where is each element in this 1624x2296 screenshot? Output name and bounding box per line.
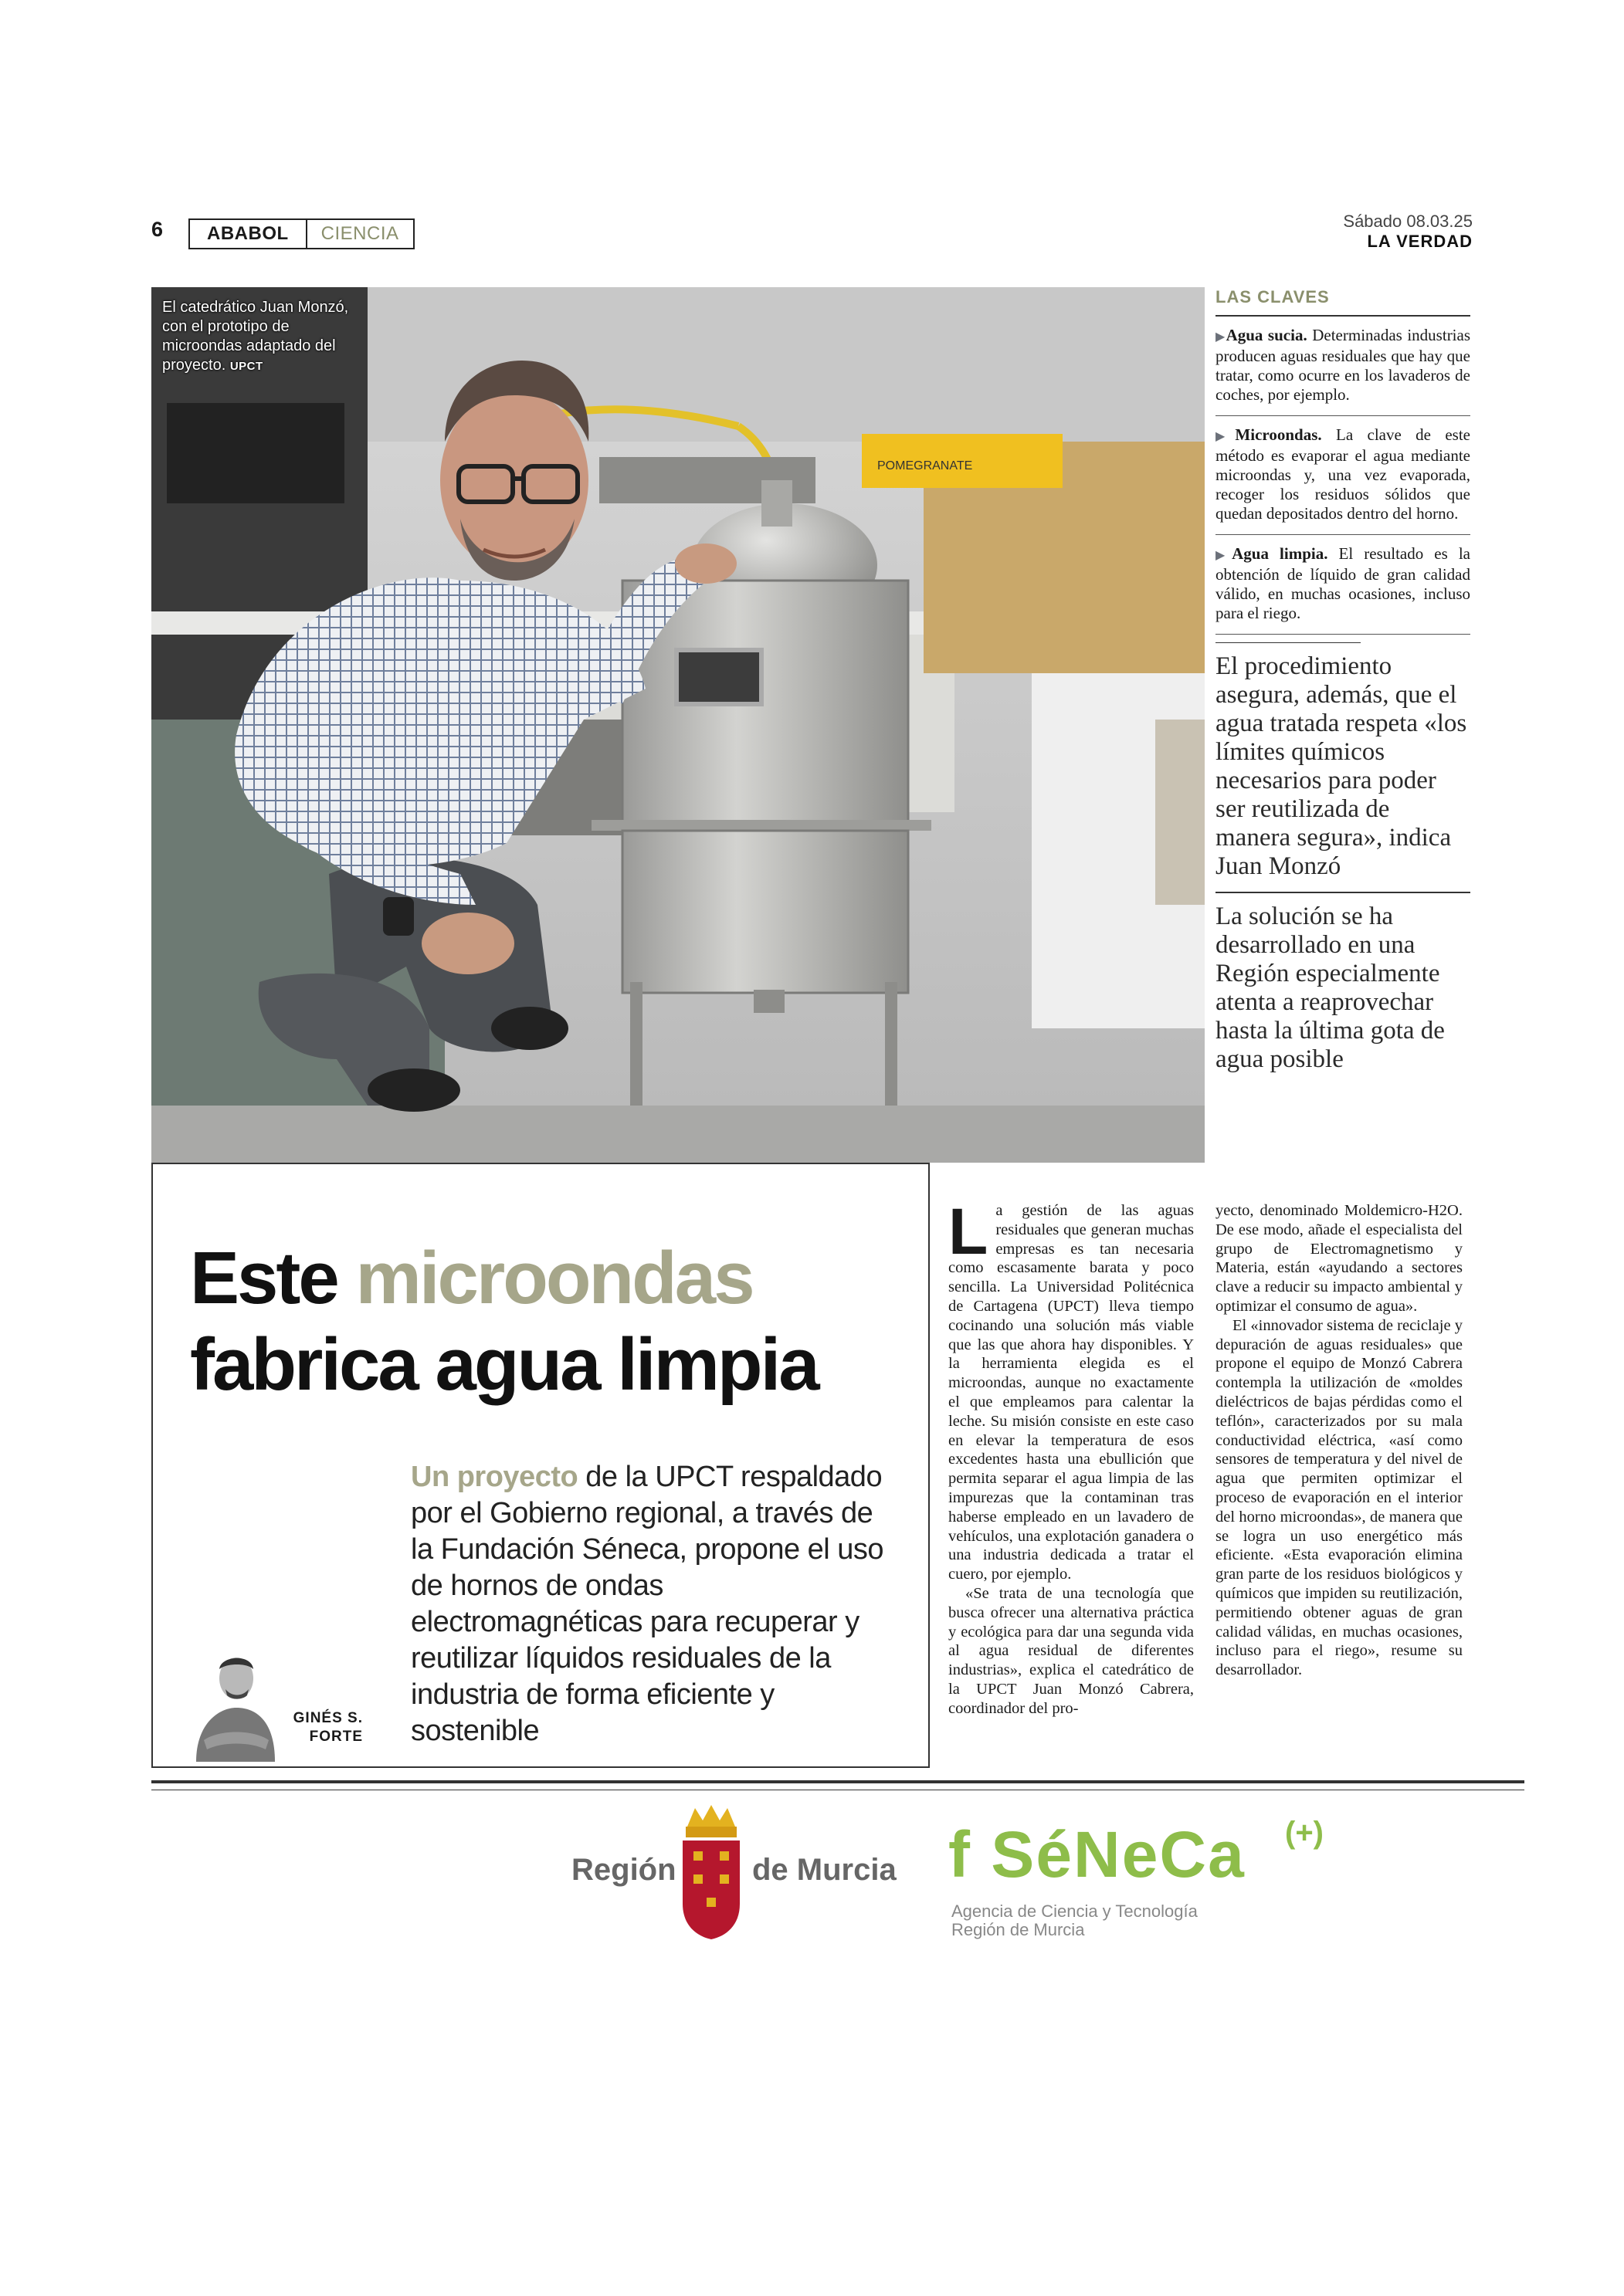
subheadline: [411, 1459, 890, 1749]
clave-item: [1215, 535, 1470, 635]
seneca-tagline-line-2: Región de Murcia: [951, 1920, 1085, 1939]
headline-pre: Este: [190, 1237, 337, 1319]
photo-caption: [162, 298, 371, 376]
date-line: [1343, 212, 1473, 252]
seneca-logo: f SéNeCa: [948, 1818, 1246, 1891]
triangle-bullet-icon: ▶: [1215, 549, 1232, 562]
body-paragraph: a gestión de las aguas residuales que generan muchas empresas es tan necesaria como escasamente barata y poco sencilla. La Universidad Politécnica de Cartagena (UPCT) lleva tiempo cocinando una solución más viable que las que ahora hay disponibles. Y la herramienta elegida es el microondas, aunque no exactamente el que empleamos para calentar la leche. Su misión consiste en este caso en elevar la temperatura de esos excedentes hasta una ebullición que permita separar el agua limpia de las impurezas que la contaminan tras haberse empleado en un lavadero de vehículos, una explotación ganadera o una industria dedicada a tratar el cuero, por ejemplo.: [948, 1202, 1194, 1583]
body-column-2: [1215, 1201, 1463, 1680]
seneca-tagline-line-1: Agencia de Ciencia y Tecnología: [951, 1901, 1198, 1921]
footer-rule: [151, 1780, 1524, 1783]
claves-title: LAS CLAVES: [1215, 287, 1470, 317]
subhead-lead: Un proyecto: [411, 1461, 578, 1493]
triangle-bullet-icon: ▶: [1215, 330, 1226, 344]
author-byline: GINÉS S. FORTE: [293, 1710, 363, 1745]
region-logo-text-left: Región: [571, 1853, 676, 1887]
drop-cap: L: [948, 1195, 988, 1268]
clave-term: Agua limpia.: [1232, 544, 1328, 563]
clave-term: Agua sucia.: [1226, 326, 1307, 344]
caption-text: El catedrático Juan Monzó, con el prototipo de microondas adaptado del proyecto.: [162, 299, 349, 374]
pull-quote-1: El procedimiento asegura, además, que el agua tratada respeta «los límites químicos necesarios para poder ser reutilizada de manera segura», indica Juan Monzó: [1215, 652, 1467, 880]
seneca-plus-mark: (+): [1285, 1816, 1324, 1850]
body-paragraph: yecto, denominado Moldemicro-H2O. De ese modo, añade el especialista del grupo de Electromagnetismo y Materia, están «ayudando a sectores clave a reducir su impacto ambiental y optimizar el consumo de agua».: [1215, 1202, 1463, 1315]
subsection-name: CIENCIA: [320, 223, 399, 244]
section-label: [188, 218, 415, 249]
body-paragraph: El «innovador sistema de reciclaje y depuración de aguas residuales» que propone el equipo de Monzó Cabrera contempla la utilización de «moldes dieléctricos de bajas pérdidas como el teflón», caracterizados por su mala conductividad eléctrica, «así como sensores de temperatura y del nivel de agua que permiten optimizar el proceso de evaporación en el interior del horno microondas», de manera que se logra un uso energético más eficiente. «Esta evaporación elimina gran parte de los residuos biológicos y químicos que impiden su reutilización, permitiendo obtener aguas de gran calidad válidas, en muchas ocasiones, incluso para el riego», resume su desarrollador.: [1215, 1316, 1463, 1679]
region-logo-text-right: de Murcia: [752, 1853, 897, 1887]
divider: [1215, 642, 1361, 643]
clave-item: [1215, 317, 1470, 416]
clave-text: El resultado es la obtención de líquido de gran calidad válido, en muchas ocasiones, incluso para el riego.: [1215, 544, 1470, 622]
author-photo: [188, 1646, 278, 1762]
subhead-text: de la UPCT respaldado por el Gobierno regional, a través de la Fundación Séneca, propone el uso de hornos de ondas electromagnéticas para recuperar y reutilizar líquidos residuales de la industria de forma eficiente y sostenible: [411, 1461, 884, 1747]
body-column-1: [948, 1195, 1194, 1719]
claves-sidebar: [1215, 287, 1470, 1074]
headline-post: fabrica agua limpia: [190, 1323, 818, 1406]
photo-credit: UPCT: [229, 360, 263, 373]
box-label: POMEGRANATE: [877, 459, 973, 472]
clave-item: [1215, 416, 1470, 535]
region-murcia-crest-icon: [680, 1803, 743, 1942]
clave-term: Microondas.: [1235, 425, 1322, 444]
clave-text: Determinadas industrias producen aguas residuales que hay que tratar, como ocurre en los lavaderos de coches, por ejemplo.: [1215, 326, 1471, 404]
headline: [190, 1235, 916, 1408]
clave-text: La clave de este método es evaporar el agua mediante microondas y, una vez evaporada, recoger los residuos sólidos que quedan depositados dentro del horno.: [1215, 425, 1471, 523]
body-paragraph: «Se trata de una tecnología que busca ofrecer una alternativa práctica y ecológica para dar una segunda vida al agua residual de diferentes industrias», explica el catedrático de la UPCT Juan Monzó Cabrera, coordinador del pro-: [948, 1584, 1194, 1717]
lab-photo-illustration: [151, 287, 1205, 1163]
publication-name: LA VERDAD: [1367, 232, 1473, 251]
triangle-bullet-icon: ▶: [1215, 430, 1236, 443]
issue-date: Sábado 08.03.25: [1343, 212, 1473, 231]
pull-quote-2: La solución se ha desarrollado en una Región especialmente atenta a reaprovechar hasta la última gota de agua posible: [1215, 902, 1445, 1073]
section-name: ABABOL: [190, 220, 307, 248]
page-number: 6: [151, 218, 164, 241]
headline-accent: microondas: [355, 1237, 753, 1319]
seneca-tagline: [951, 1902, 1198, 1939]
lead-photo: [151, 287, 1205, 1163]
divider: [1215, 892, 1470, 893]
